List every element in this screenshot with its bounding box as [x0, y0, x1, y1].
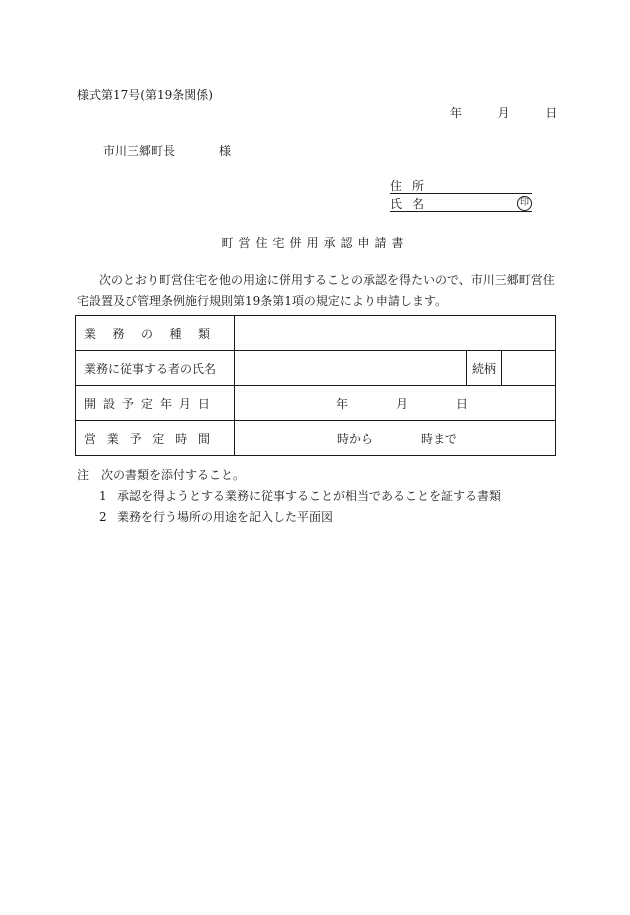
application-table: [75, 315, 556, 456]
business-hours-value-cell[interactable]: [235, 421, 556, 456]
seal-icon: 印: [517, 196, 532, 211]
document-title: 町営住宅併用承認申請書: [221, 236, 409, 250]
addressee-name: 市川三郷町長: [103, 144, 176, 158]
date-year-unit: 年: [450, 106, 463, 120]
table-row: [76, 316, 556, 351]
intro-paragraph: 次のとおり町営住宅を他の用途に併用することの承認を得たいので、市川三郷町営住宅設置及び管理条例施行規則第19条第1項の規定により申請します。: [77, 273, 555, 308]
list-item: [77, 486, 501, 507]
note-text: 承認を得ようとする業務に従事することが相当であることを証する書類: [117, 489, 502, 503]
worker-name-input[interactable]: [235, 351, 466, 385]
note-number: 1: [99, 489, 107, 503]
worker-name-label-cell: [76, 351, 235, 386]
opening-month-unit: 月: [395, 396, 408, 411]
hours-to-unit: 時まで: [421, 431, 458, 446]
date-day-unit: 日: [545, 106, 558, 120]
notes: [77, 465, 501, 528]
opening-date-label: 開 設 予 定 年 月 日: [84, 396, 210, 411]
relation-label: 続柄: [471, 361, 496, 376]
opening-day-unit: 日: [456, 396, 469, 411]
business-type-label: 業 務 の 種 類: [84, 326, 210, 341]
note-number: 2: [99, 510, 107, 524]
hours-from-unit: 時から: [336, 431, 373, 446]
table-row: [76, 386, 556, 421]
list-item: [77, 507, 501, 528]
worker-name-value-cell: [235, 351, 556, 386]
opening-date-value-cell[interactable]: [235, 386, 556, 421]
business-hours-label-cell: [76, 421, 235, 456]
application-date: [450, 104, 557, 121]
business-type-label-cell: [76, 316, 235, 351]
applicant-address-field[interactable]: [390, 177, 532, 194]
table-row: [76, 421, 556, 456]
relation-input[interactable]: [502, 351, 555, 385]
business-hours-label: 営 業 予 定 時 間: [84, 431, 210, 446]
form-number: 様式第17号(第19条関係): [77, 88, 213, 102]
name-label: 氏名: [390, 197, 435, 211]
opening-date-label-cell: [76, 386, 235, 421]
business-type-value-cell[interactable]: [235, 316, 556, 351]
worker-name-label: 業務に従事する者の氏名: [84, 361, 217, 376]
applicant-name-field[interactable]: [390, 195, 532, 212]
addressee-honorific: 様: [219, 144, 232, 158]
table-row: [76, 351, 556, 386]
opening-year-unit: 年: [335, 396, 348, 411]
notes-heading: 注 次の書類を添付すること。: [77, 468, 246, 482]
relation-label-cell: [466, 351, 502, 385]
date-month-unit: 月: [497, 106, 510, 120]
note-text: 業務を行う場所の用途を記入した平面図: [117, 510, 334, 524]
address-label: 住所: [390, 179, 435, 193]
